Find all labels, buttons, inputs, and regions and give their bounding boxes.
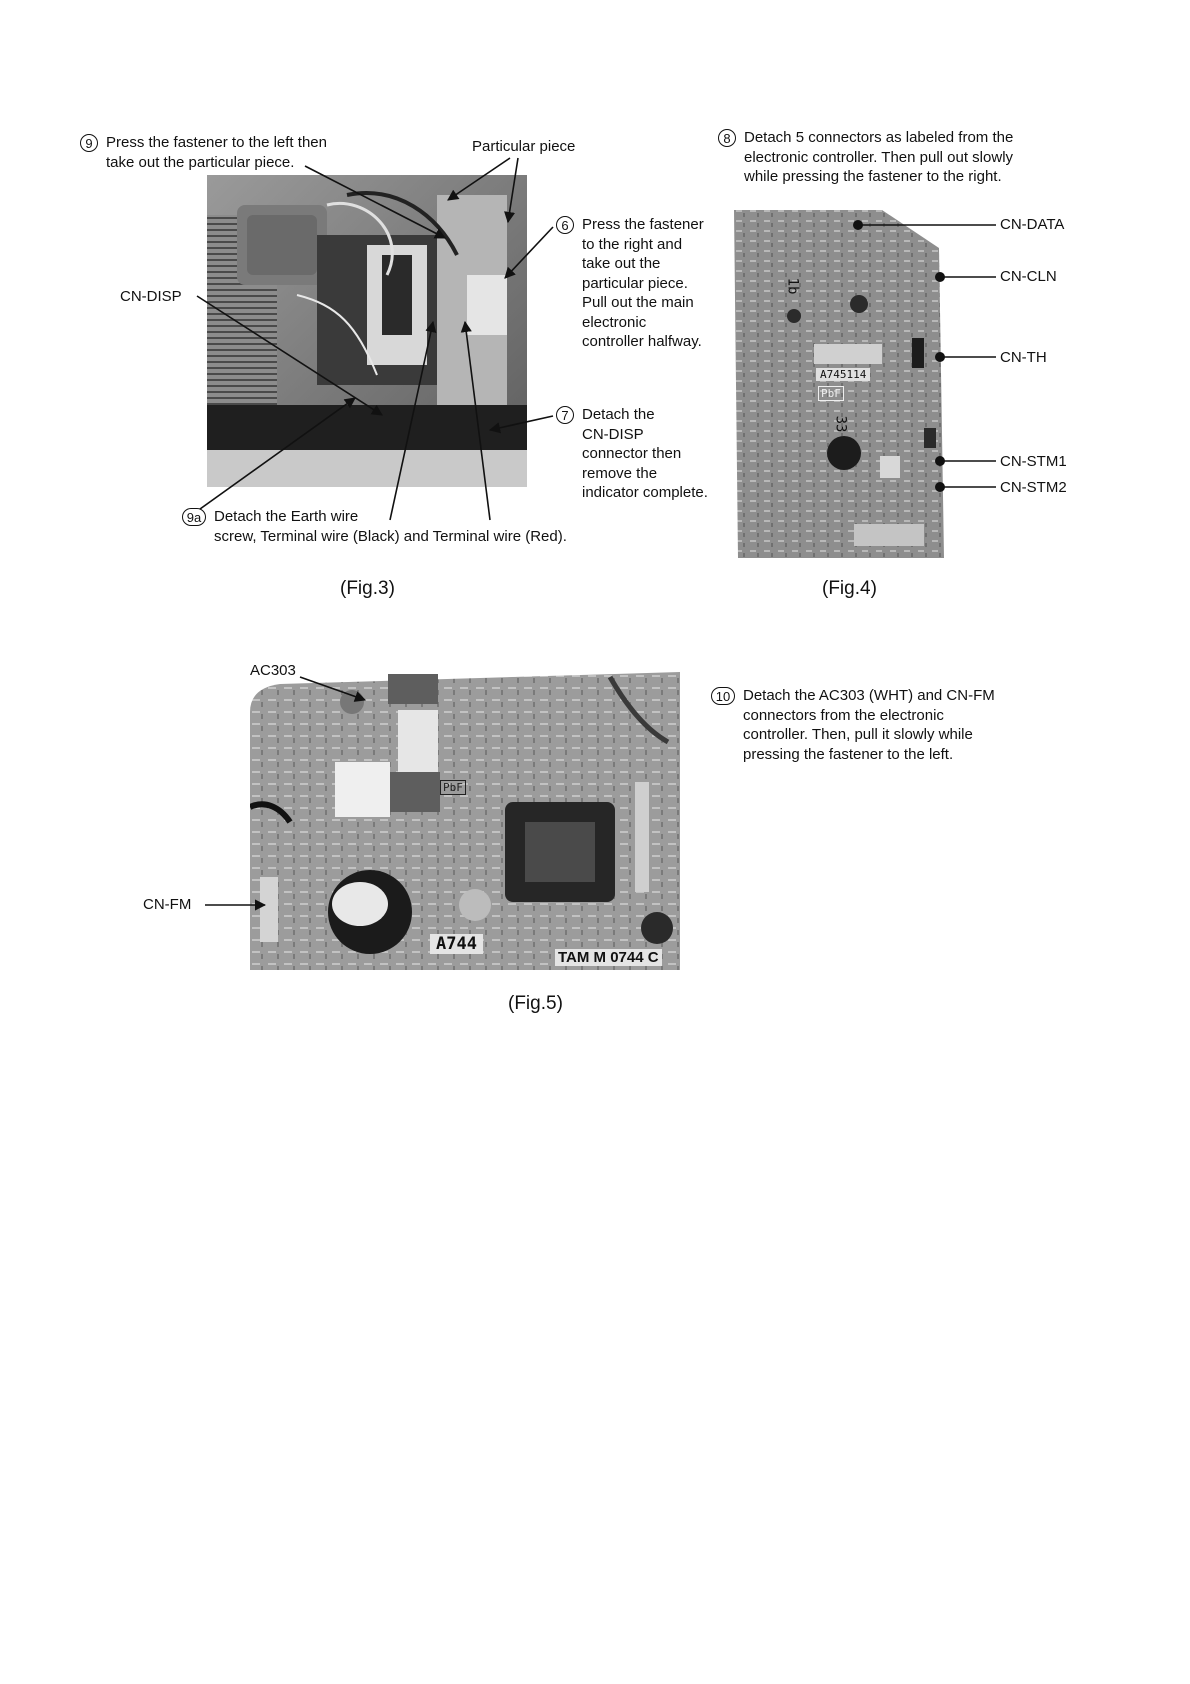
board5-pbf-label: PbF [440, 780, 466, 795]
step10-line3: controller. Then, pull it slowly while [743, 726, 973, 743]
cn-disp-label: CN-DISP [120, 288, 182, 305]
step9-number: 9 [80, 134, 98, 152]
board5-code-label: TAM M 0744 C [555, 949, 662, 966]
board5-serial-label: A744 [430, 934, 483, 954]
step10-line4: pressing the fastener to the left. [743, 745, 954, 763]
step8-line2: electronic controller. Then pull out slowly [744, 148, 1014, 166]
step6-number: 6 [556, 216, 574, 234]
step7-line4: remove the [582, 464, 658, 482]
cn-stm1-label: CN-STM1 [1000, 453, 1067, 470]
step9-line2: take out the particular piece. [106, 153, 295, 171]
fig3-photo-illustration [207, 175, 527, 487]
cn-th-label: CN-TH [1000, 349, 1047, 366]
step7-line1: Detach the [582, 406, 655, 423]
step10-number: 10 [711, 687, 735, 705]
step10-line1: Detach the AC303 (WHT) and CN-FM [743, 687, 995, 704]
fig3-step6 [556, 215, 704, 352]
step8-line3: while pressing the fastener to the right. [744, 168, 1002, 185]
cn-cln-label: CN-CLN [1000, 268, 1057, 285]
step9a-line1: Detach the Earth wire [214, 508, 359, 525]
fig4-step8 [718, 128, 1013, 187]
cn-stm2-label: CN-STM2 [1000, 479, 1067, 496]
step6-line5: Pull out the main [582, 294, 694, 311]
fig3-caption: (Fig.3) [340, 578, 395, 599]
fig5-board-photo [250, 672, 680, 970]
step7-number: 7 [556, 406, 574, 424]
board-pbf-label: PbF [818, 386, 844, 401]
step6-line1: Press the fastener [582, 216, 704, 233]
cn-data-label: CN-DATA [1000, 216, 1065, 233]
step6-line2: to the right and [582, 235, 683, 253]
fig4-board-photo [734, 208, 950, 558]
step8-number: 8 [718, 129, 736, 147]
fig4-board-illustration [734, 208, 950, 558]
ac303-label: AC303 [250, 662, 296, 679]
fig3-step7 [556, 405, 708, 503]
step7-line2: CN-DISP [582, 425, 644, 443]
step6-line6: electronic [582, 313, 647, 331]
step7-line5: indicator complete. [582, 484, 708, 501]
fig3-photo [207, 175, 527, 487]
fig5-board-illustration [250, 672, 680, 970]
step7-line3: connector then [582, 445, 682, 462]
step9a-line2: screw, Terminal wire (Black) and Terminal wire (Red). [214, 527, 567, 545]
step6-line4: particular piece. [582, 274, 688, 292]
board-code-1b: 1b [784, 277, 801, 295]
step6-line7: controller halfway. [582, 333, 702, 350]
fig4-caption: (Fig.4) [822, 578, 877, 599]
step9a-number: 9a [182, 508, 206, 526]
fig3-step9 [80, 133, 327, 172]
step9-line1: Press the fastener to the left then [106, 134, 327, 151]
step6-line3: take out the [582, 255, 661, 272]
fig5-step10 [711, 686, 995, 764]
board-serial-label: A745114 [816, 368, 870, 381]
fig5-caption: (Fig.5) [508, 993, 563, 1014]
cn-fm-label: CN-FM [143, 896, 192, 913]
step8-line1: Detach 5 connectors as labeled from the [744, 129, 1014, 146]
board-code-33: 33 [832, 415, 849, 433]
step10-line2: connectors from the electronic [743, 706, 944, 724]
fig3-step9a [182, 507, 567, 546]
particular-piece-label: Particular piece [472, 138, 576, 155]
